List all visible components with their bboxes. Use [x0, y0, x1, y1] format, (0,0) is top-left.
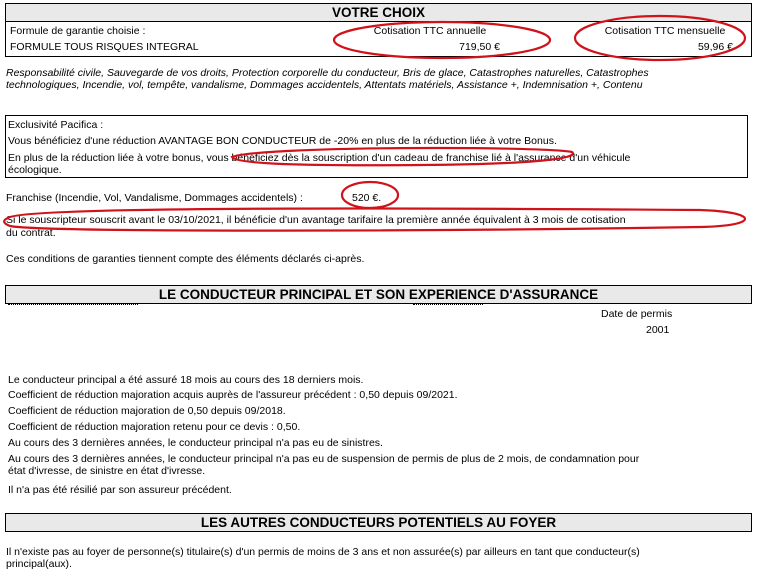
cotisation-mensuelle-value: 59,96 € [697, 41, 733, 53]
autres-line-2: principal(aux). [6, 558, 72, 570]
garanties-line-1: Responsabilité civile, Sauvegarde de vos droits, Protection corporelle du conducteur, Bris de glace, Catastrophes naturelles, Catastrophes [6, 67, 649, 79]
souscription-line-2: du contrat. [6, 227, 56, 239]
conducteur-line-5: Au cours des 3 dernières années, le conducteur principal n'a pas eu de sinistres. [8, 437, 383, 449]
exclusivite-title: Exclusivité Pacifica : [8, 119, 104, 131]
section-header-votre-choix [5, 3, 752, 22]
section-title: LES AUTRES CONDUCTEURS POTENTIELS AU FOYER [200, 515, 557, 530]
garanties-line-2: technologiques, Incendie, vol, tempête, vandalisme, Dommages accidentels, Attentats matériels, Assistance +, Indemnisation +, Contenu [6, 79, 643, 91]
cotisation-mensuelle-label: Cotisation TTC mensuelle [604, 25, 726, 37]
franchise-value: 520 €. [352, 192, 382, 204]
autres-line-1: Il n'existe pas au foyer de personne(s) titulaire(s) d'un permis de moins de 3 ans et non assurée(s) par ailleurs en tant que conducteur(s) [6, 546, 640, 558]
conducteur-line-1: Le conducteur principal a été assuré 18 mois au cours des 18 derniers mois. [8, 374, 364, 386]
conducteur-line-7: état d'ivresse, de sinistre en état d'ivresse. [8, 465, 206, 477]
permis-label: Date de permis [601, 308, 673, 320]
conducteur-line-3: Coefficient de réduction majoration de 0,50 depuis 09/2018. [8, 405, 286, 417]
franchise-label: Franchise (Incendie, Vol, Vandalisme, Dommages accidentels) : [6, 192, 303, 204]
exclusivite-line-3: écologique. [8, 164, 62, 176]
cotisation-annuelle-label: Cotisation TTC annuelle [373, 25, 487, 37]
section-title: VOTRE CHOIX [331, 5, 425, 20]
section-title: LE CONDUCTEUR PRINCIPAL ET SON EXPERIENCE D'ASSURANCE [158, 287, 599, 302]
conducteur-line-8: Il n'a pas été résilié par son assureur précédent. [8, 484, 232, 496]
exclusivite-line-1: Vous bénéficiez d'une réduction AVANTAGE BON CONDUCTEUR de -20% en plus de la réduction liée à votre Bonus. [8, 135, 557, 147]
souscription-line-1: Si le souscripteur souscrit avant le 03/10/2021, il bénéficie d'un avantage tarifaire la première année équivalent à 3 mois de cotisation [6, 214, 626, 226]
conducteur-line-2: Coefficient de réduction majoration acquis auprès de l'assureur précédent : 0,50 depuis 09/2021. [8, 389, 458, 401]
conducteur-line-4: Coefficient de réduction majoration retenu pour ce devis : 0,50. [8, 421, 301, 433]
clipped-text-fragments [8, 302, 748, 305]
conditions-text: Ces conditions de garanties tiennent compte des éléments déclarés ci-après. [6, 253, 365, 265]
conducteur-line-6: Au cours des 3 dernières années, le conducteur principal n'a pas eu de suspension de permis de plus de 2 mois, de condamnation pour [8, 453, 640, 465]
formule-value: FORMULE TOUS RISQUES INTEGRAL [10, 41, 199, 53]
permis-value: 2001 [646, 324, 670, 336]
exclusivite-line-2: En plus de la réduction liée à votre bonus, vous bénéficiez dès la souscription d'un cadeau de franchise lié à l'assurance d'un véhicule [8, 152, 631, 164]
formule-label: Formule de garantie choisie : [10, 25, 146, 37]
section-header-autres-conducteurs [5, 513, 752, 532]
cotisation-annuelle-value: 719,50 € [459, 41, 500, 53]
